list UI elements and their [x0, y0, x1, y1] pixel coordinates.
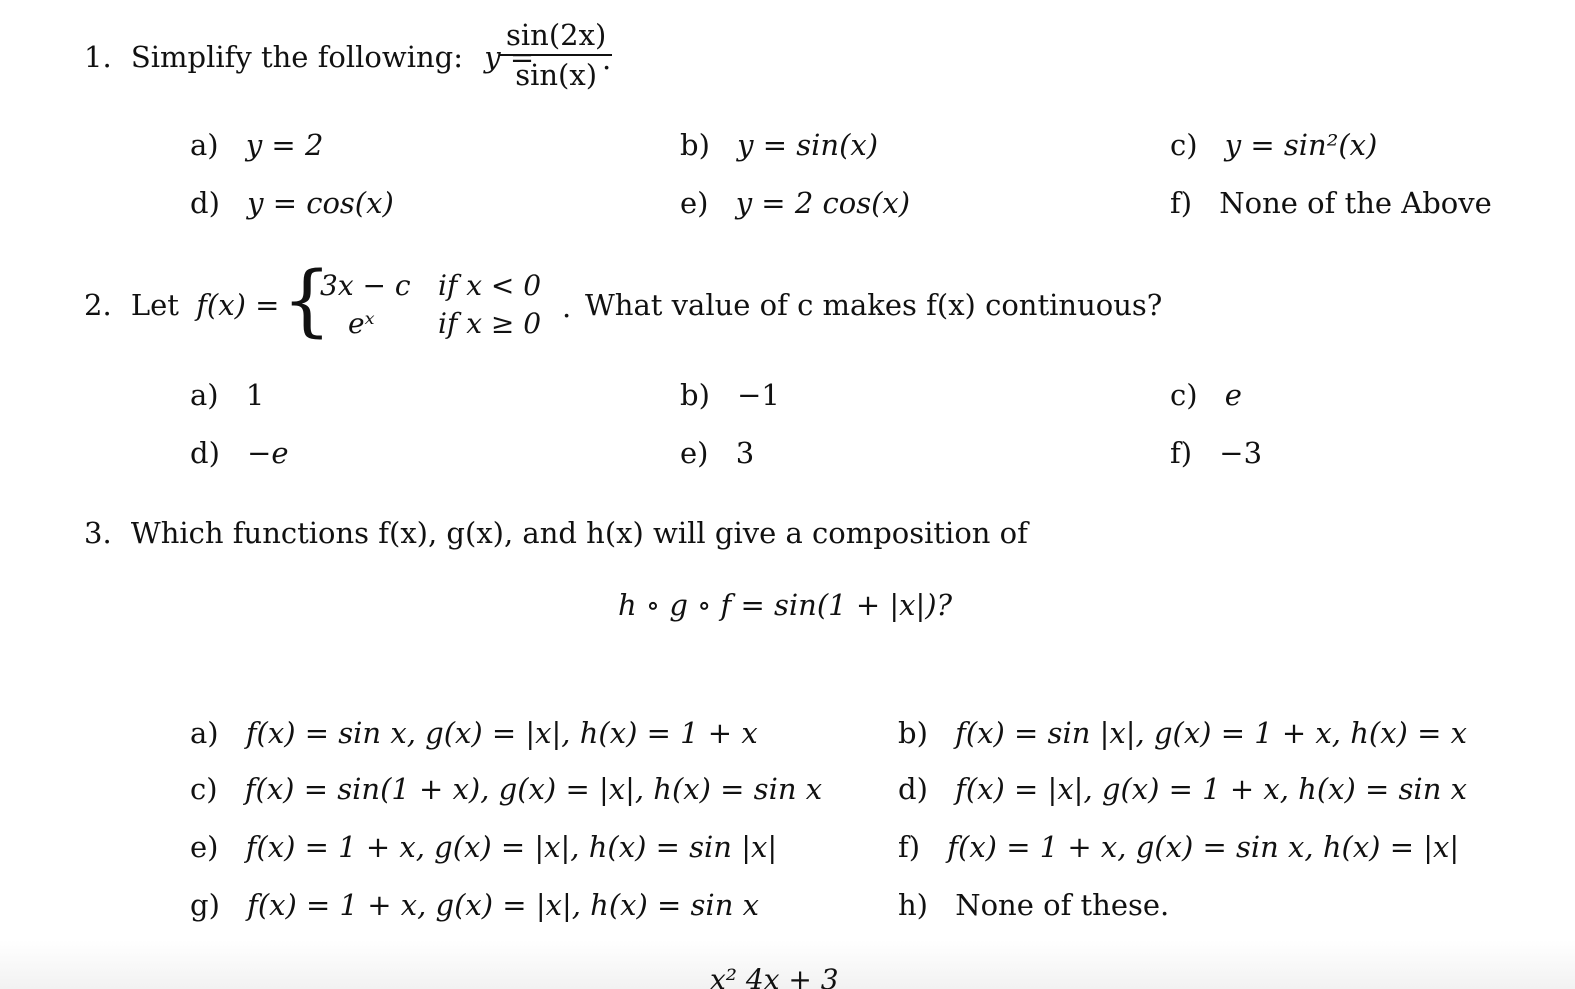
piece-1-condition: if x < 0	[438, 269, 542, 302]
option-label: d)	[190, 436, 220, 470]
option-label: h)	[898, 888, 928, 922]
option-q3-e[interactable]	[190, 830, 777, 864]
option-label: f)	[1170, 186, 1193, 220]
option-q1-f[interactable]	[1170, 186, 1492, 220]
option-value: 1	[245, 378, 265, 412]
option-label: d)	[898, 772, 928, 806]
option-q2-f[interactable]	[1170, 436, 1262, 470]
option-q2-e[interactable]	[680, 436, 754, 470]
option-label: a)	[190, 716, 219, 750]
question-2	[84, 288, 279, 322]
fraction	[500, 16, 612, 94]
option-value: −e	[247, 436, 289, 470]
piece-2-condition: if x ≥ 0	[438, 307, 542, 340]
period: .	[602, 42, 612, 76]
option-q1-d[interactable]	[190, 186, 394, 220]
option-value: f(x) = sin x, g(x) = |x|, h(x) = 1 + x	[245, 716, 758, 750]
option-q1-c[interactable]	[1170, 128, 1377, 162]
option-value: y = sin²(x)	[1224, 128, 1378, 162]
option-q2-c[interactable]	[1170, 378, 1242, 412]
option-q1-b[interactable]	[680, 128, 878, 162]
option-value: f(x) = 1 + x, g(x) = sin x, h(x) = |x|	[947, 830, 1460, 864]
question-2-text: What value of c makes f(x) continuous?	[585, 288, 1163, 322]
option-value: None of these.	[955, 888, 1170, 922]
option-value: y = cos(x)	[247, 186, 394, 220]
fraction-numerator: sin(2x)	[500, 16, 612, 56]
left-brace: {	[282, 256, 332, 346]
dot: .	[562, 290, 572, 324]
option-value: f(x) = sin(1 + x), g(x) = |x|, h(x) = sin x	[244, 772, 823, 806]
option-q3-b[interactable]	[898, 716, 1467, 750]
option-label: b)	[680, 378, 710, 412]
option-label: a)	[190, 128, 219, 162]
option-q3-d[interactable]	[898, 772, 1467, 806]
composition-equation: h ∘ g ∘ f = sin(1 + |x|)?	[618, 588, 953, 622]
option-value: f(x) = |x|, g(x) = 1 + x, h(x) = sin x	[955, 772, 1467, 806]
option-value: y = 2	[245, 128, 324, 162]
option-label: a)	[190, 378, 219, 412]
option-label: f)	[898, 830, 921, 864]
option-value: f(x) = sin |x|, g(x) = 1 + x, h(x) = x	[955, 716, 1467, 750]
piece-2-expression: eˣ	[348, 307, 375, 340]
option-q3-h[interactable]	[898, 888, 1169, 922]
piece-1-expression: 3x − c	[320, 269, 411, 302]
option-label: c)	[190, 772, 218, 806]
question-prompt: Let	[130, 288, 179, 322]
option-value: None of the Above	[1219, 186, 1492, 220]
question-number: 2.	[84, 288, 112, 322]
option-label: c)	[1170, 128, 1198, 162]
option-value: y = 2 cos(x)	[735, 186, 911, 220]
option-value: y = sin(x)	[737, 128, 879, 162]
fraction-denominator: sin(x)	[515, 58, 598, 92]
function-lhs: f(x) =	[196, 288, 280, 322]
option-q3-c[interactable]	[190, 772, 822, 806]
option-label: e)	[680, 186, 709, 220]
option-q3-a[interactable]	[190, 716, 758, 750]
question-1	[84, 40, 534, 74]
option-label: d)	[190, 186, 220, 220]
question-number: 3.	[84, 516, 112, 550]
option-value: f(x) = 1 + x, g(x) = |x|, h(x) = sin x	[247, 888, 759, 922]
option-q3-g[interactable]	[190, 888, 759, 922]
option-value: e	[1224, 378, 1242, 412]
option-label: e)	[680, 436, 709, 470]
option-value: 3	[735, 436, 755, 470]
question-number: 1.	[84, 40, 112, 74]
option-label: f)	[1170, 436, 1193, 470]
question-prompt: Simplify the following:	[130, 40, 464, 74]
option-q3-f[interactable]	[898, 830, 1459, 864]
option-q2-d[interactable]	[190, 436, 289, 470]
option-q2-b[interactable]	[680, 378, 780, 412]
partial-next-question: x² 4x + 3	[710, 963, 839, 989]
question-3	[84, 516, 1028, 550]
option-value: f(x) = 1 + x, g(x) = |x|, h(x) = sin |x|	[245, 830, 778, 864]
option-label: e)	[190, 830, 219, 864]
option-q2-a[interactable]	[190, 378, 264, 412]
option-q1-e[interactable]	[680, 186, 910, 220]
question-prompt: Which functions f(x), g(x), and h(x) will give a composition of	[130, 516, 1028, 550]
option-label: c)	[1170, 378, 1198, 412]
option-q1-a[interactable]	[190, 128, 323, 162]
option-value: −3	[1219, 436, 1263, 470]
option-value: −1	[737, 378, 780, 412]
option-label: b)	[898, 716, 928, 750]
equation-lhs: y =	[484, 40, 535, 74]
option-label: b)	[680, 128, 710, 162]
option-label: g)	[190, 888, 220, 922]
